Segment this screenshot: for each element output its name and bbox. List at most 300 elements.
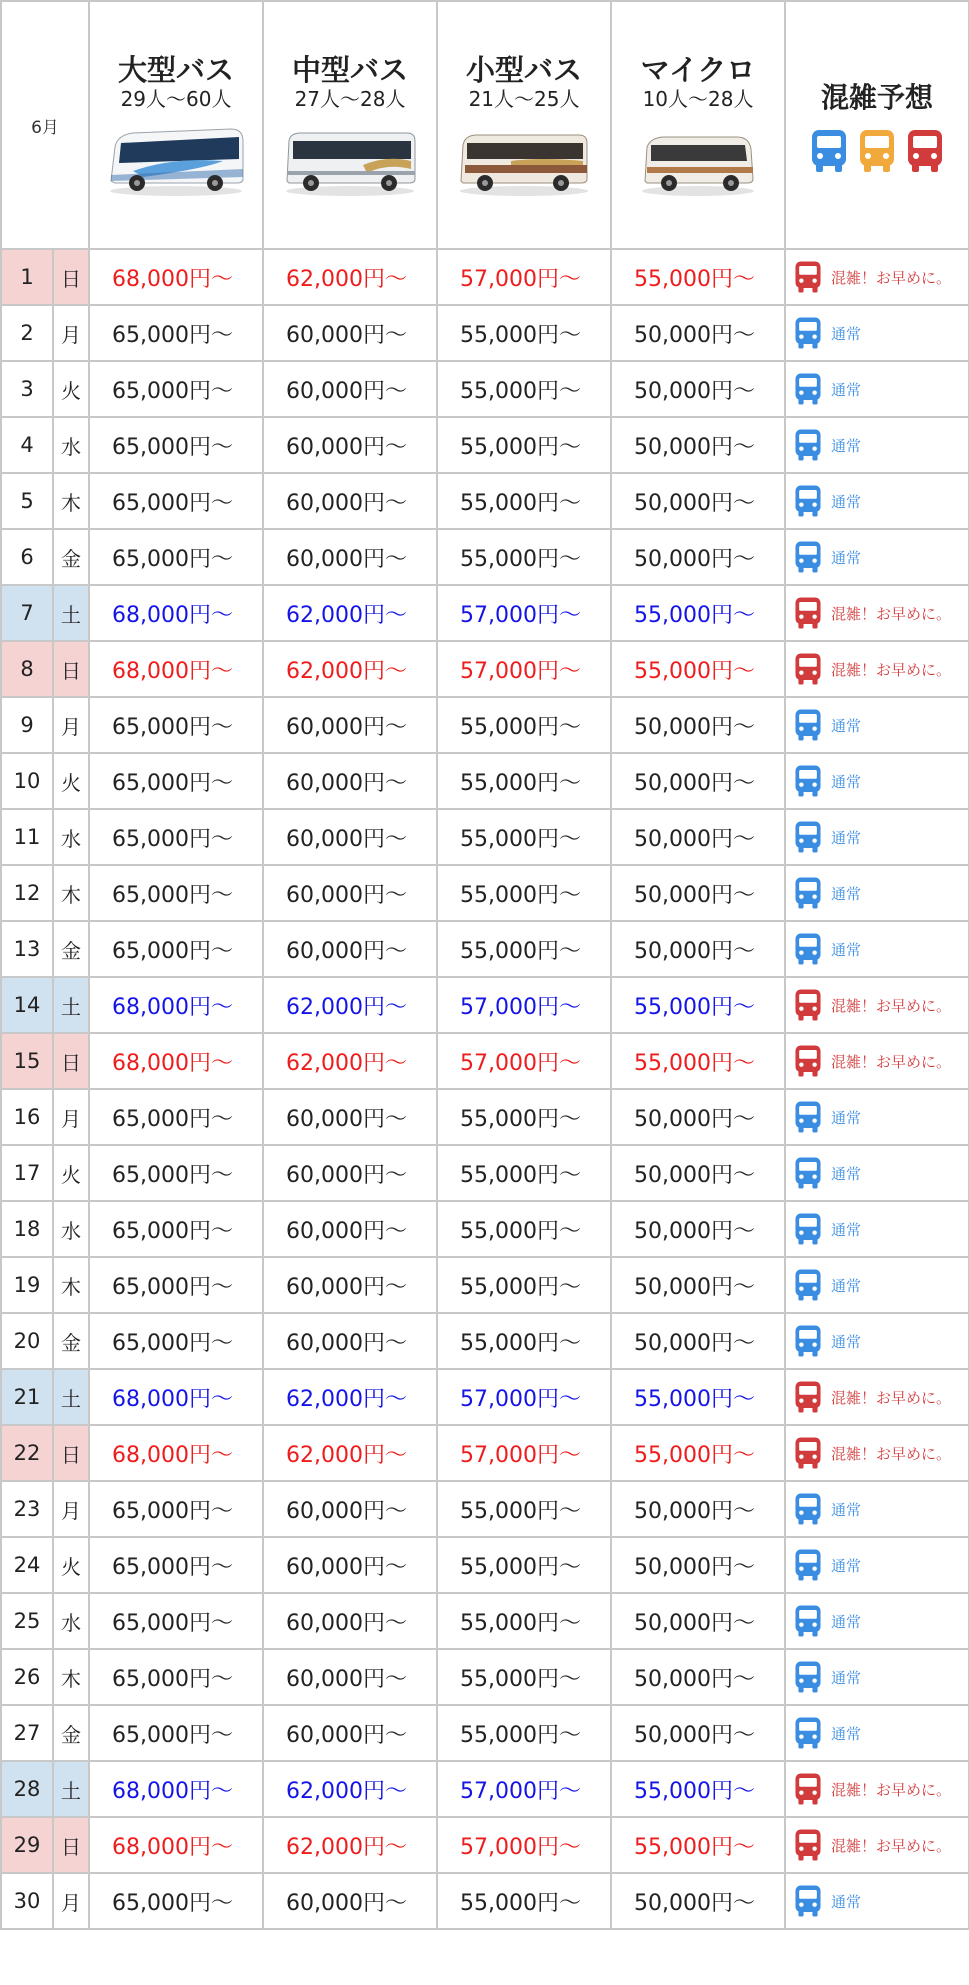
price-cell: 60,000円〜 bbox=[263, 1257, 437, 1313]
bus-icon bbox=[794, 260, 822, 294]
crowd-forecast-cell bbox=[785, 249, 969, 305]
crowd-forecast-cell bbox=[785, 1201, 969, 1257]
price-cell: 50,000円〜 bbox=[611, 697, 785, 753]
price-cell: 50,000円〜 bbox=[611, 361, 785, 417]
price-cell: 55,000円〜 bbox=[437, 865, 611, 921]
crowd-forecast-cell bbox=[785, 1761, 969, 1817]
day-number: 9 bbox=[1, 697, 53, 753]
day-of-week: 月 bbox=[53, 1481, 89, 1537]
price-cell: 55,000円〜 bbox=[437, 1313, 611, 1369]
price-cell: 50,000円〜 bbox=[611, 1481, 785, 1537]
price-cell: 50,000円〜 bbox=[611, 865, 785, 921]
bus-capacity: 21人〜25人 bbox=[468, 87, 580, 111]
price-cell: 60,000円〜 bbox=[263, 1649, 437, 1705]
price-cell: 60,000円〜 bbox=[263, 361, 437, 417]
day-of-week: 月 bbox=[53, 1873, 89, 1929]
day-of-week: 日 bbox=[53, 249, 89, 305]
bus-icon bbox=[794, 764, 822, 798]
price-cell: 65,000円〜 bbox=[89, 305, 263, 361]
table-row bbox=[1, 809, 969, 865]
price-cell: 55,000円〜 bbox=[437, 529, 611, 585]
crowd-forecast-label: 通常 bbox=[831, 324, 862, 343]
crowd-forecast-cell bbox=[785, 1537, 969, 1593]
crowd-forecast-cell bbox=[785, 1313, 969, 1369]
price-cell: 60,000円〜 bbox=[263, 473, 437, 529]
price-cell: 62,000円〜 bbox=[263, 585, 437, 641]
price-cell: 60,000円〜 bbox=[263, 1313, 437, 1369]
table-row bbox=[1, 697, 969, 753]
day-of-week: 木 bbox=[53, 473, 89, 529]
price-cell: 62,000円〜 bbox=[263, 1761, 437, 1817]
bus-icon bbox=[794, 708, 822, 742]
bus-icon bbox=[794, 876, 822, 910]
day-number: 15 bbox=[1, 1033, 53, 1089]
table-row bbox=[1, 585, 969, 641]
crowd-forecast-label: 通常 bbox=[831, 548, 862, 567]
bus-type-name: マイクロ bbox=[640, 53, 756, 87]
price-cell: 55,000円〜 bbox=[611, 1761, 785, 1817]
bus-icon bbox=[794, 1828, 822, 1862]
table-row bbox=[1, 1257, 969, 1313]
table-row bbox=[1, 1593, 969, 1649]
price-cell: 55,000円〜 bbox=[437, 473, 611, 529]
price-cell: 55,000円〜 bbox=[611, 1817, 785, 1873]
day-number: 14 bbox=[1, 977, 53, 1033]
table-row bbox=[1, 1145, 969, 1201]
day-of-week: 土 bbox=[53, 1761, 89, 1817]
price-cell: 57,000円〜 bbox=[437, 1761, 611, 1817]
price-cell: 50,000円〜 bbox=[611, 753, 785, 809]
price-cell: 55,000円〜 bbox=[437, 1649, 611, 1705]
price-cell: 60,000円〜 bbox=[263, 1537, 437, 1593]
crowd-forecast-label: 混雑！お早めに。 bbox=[831, 1444, 952, 1463]
day-of-week: 金 bbox=[53, 529, 89, 585]
day-number: 24 bbox=[1, 1537, 53, 1593]
price-cell: 60,000円〜 bbox=[263, 1873, 437, 1929]
table-row bbox=[1, 1761, 969, 1817]
bus-capacity: 29人〜60人 bbox=[120, 87, 232, 111]
bus-icon bbox=[794, 1436, 822, 1470]
price-cell: 50,000円〜 bbox=[611, 1537, 785, 1593]
table-row bbox=[1, 1649, 969, 1705]
table-row bbox=[1, 1033, 969, 1089]
crowd-forecast-cell bbox=[785, 1145, 969, 1201]
day-number: 19 bbox=[1, 1257, 53, 1313]
day-number: 5 bbox=[1, 473, 53, 529]
price-cell: 62,000円〜 bbox=[263, 1817, 437, 1873]
bus-icon bbox=[794, 1100, 822, 1134]
price-cell: 60,000円〜 bbox=[263, 305, 437, 361]
crowd-forecast-label: 通常 bbox=[831, 380, 862, 399]
day-of-week: 日 bbox=[53, 641, 89, 697]
price-cell: 55,000円〜 bbox=[437, 1145, 611, 1201]
crowd-forecast-cell bbox=[785, 417, 969, 473]
table-row bbox=[1, 1873, 969, 1929]
crowd-legend bbox=[786, 128, 968, 174]
price-cell: 50,000円〜 bbox=[611, 921, 785, 977]
price-cell: 68,000円〜 bbox=[89, 1761, 263, 1817]
price-cell: 62,000円〜 bbox=[263, 1369, 437, 1425]
price-cell: 57,000円〜 bbox=[437, 1817, 611, 1873]
day-number: 13 bbox=[1, 921, 53, 977]
crowd-forecast-cell bbox=[785, 809, 969, 865]
crowd-forecast-cell bbox=[785, 1425, 969, 1481]
table-row bbox=[1, 473, 969, 529]
table-row bbox=[1, 1201, 969, 1257]
day-number: 4 bbox=[1, 417, 53, 473]
crowd-forecast-label: 通常 bbox=[831, 1332, 862, 1351]
day-number: 10 bbox=[1, 753, 53, 809]
crowd-forecast-cell bbox=[785, 1705, 969, 1761]
crowd-forecast-label: 混雑！お早めに。 bbox=[831, 1836, 952, 1855]
day-number: 6 bbox=[1, 529, 53, 585]
table-body bbox=[1, 249, 969, 1929]
crowd-forecast-label: 通常 bbox=[831, 1108, 862, 1127]
crowd-forecast-cell bbox=[785, 1033, 969, 1089]
price-cell: 57,000円〜 bbox=[437, 585, 611, 641]
crowd-forecast-cell bbox=[785, 977, 969, 1033]
price-cell: 55,000円〜 bbox=[437, 1873, 611, 1929]
price-cell: 50,000円〜 bbox=[611, 1873, 785, 1929]
bus-icon bbox=[794, 1604, 822, 1638]
small-bus-photo bbox=[451, 121, 597, 199]
price-cell: 50,000円〜 bbox=[611, 1201, 785, 1257]
price-cell: 68,000円〜 bbox=[89, 1033, 263, 1089]
crowd-forecast-label: 通常 bbox=[831, 884, 862, 903]
price-cell: 55,000円〜 bbox=[437, 1257, 611, 1313]
price-cell: 50,000円〜 bbox=[611, 1089, 785, 1145]
price-cell: 65,000円〜 bbox=[89, 1481, 263, 1537]
bus-icon bbox=[794, 1044, 822, 1078]
table-row bbox=[1, 249, 969, 305]
bus-icon bbox=[794, 372, 822, 406]
bus-icon bbox=[794, 484, 822, 518]
crowd-forecast-label: 通常 bbox=[831, 1668, 862, 1687]
crowd-forecast-cell bbox=[785, 361, 969, 417]
day-of-week: 月 bbox=[53, 697, 89, 753]
day-number: 18 bbox=[1, 1201, 53, 1257]
price-cell: 65,000円〜 bbox=[89, 1145, 263, 1201]
price-cell: 65,000円〜 bbox=[89, 1873, 263, 1929]
crowd-forecast-cell bbox=[785, 1369, 969, 1425]
crowd-forecast-label: 混雑！お早めに。 bbox=[831, 604, 952, 623]
table-row bbox=[1, 753, 969, 809]
price-cell: 55,000円〜 bbox=[437, 921, 611, 977]
crowd-forecast-label: 混雑！お早めに。 bbox=[831, 660, 952, 679]
price-cell: 65,000円〜 bbox=[89, 1089, 263, 1145]
bus-icon bbox=[794, 988, 822, 1022]
price-cell: 65,000円〜 bbox=[89, 809, 263, 865]
price-cell: 62,000円〜 bbox=[263, 641, 437, 697]
day-number: 11 bbox=[1, 809, 53, 865]
day-number: 17 bbox=[1, 1145, 53, 1201]
price-cell: 68,000円〜 bbox=[89, 977, 263, 1033]
table-row bbox=[1, 865, 969, 921]
price-cell: 60,000円〜 bbox=[263, 809, 437, 865]
price-cell: 55,000円〜 bbox=[437, 1089, 611, 1145]
crowd-forecast-cell bbox=[785, 1481, 969, 1537]
crowd-forecast-label: 通常 bbox=[831, 436, 862, 455]
crowd-forecast-label: 通常 bbox=[831, 1556, 862, 1575]
crowd-forecast-cell bbox=[785, 1257, 969, 1313]
day-number: 30 bbox=[1, 1873, 53, 1929]
price-cell: 50,000円〜 bbox=[611, 1257, 785, 1313]
day-of-week: 金 bbox=[53, 921, 89, 977]
bus-type-name: 小型バス bbox=[466, 53, 583, 87]
price-cell: 60,000円〜 bbox=[263, 865, 437, 921]
table-row bbox=[1, 1089, 969, 1145]
price-cell: 65,000円〜 bbox=[89, 1705, 263, 1761]
bus-capacity: 10人〜28人 bbox=[642, 87, 754, 111]
crowd-forecast-title: 混雑予想 bbox=[821, 81, 934, 114]
day-of-week: 土 bbox=[53, 585, 89, 641]
price-cell: 60,000円〜 bbox=[263, 753, 437, 809]
price-cell: 50,000円〜 bbox=[611, 809, 785, 865]
bus-normal-icon bbox=[810, 128, 848, 174]
price-cell: 65,000円〜 bbox=[89, 1649, 263, 1705]
day-of-week: 水 bbox=[53, 1201, 89, 1257]
crowd-forecast-cell bbox=[785, 585, 969, 641]
day-number: 12 bbox=[1, 865, 53, 921]
table-row bbox=[1, 1425, 969, 1481]
price-cell: 68,000円〜 bbox=[89, 1369, 263, 1425]
bus-column-header bbox=[89, 1, 263, 249]
bus-icon bbox=[794, 820, 822, 854]
crowd-forecast-label: 混雑！お早めに。 bbox=[831, 996, 952, 1015]
price-cell: 50,000円〜 bbox=[611, 1313, 785, 1369]
table-row bbox=[1, 641, 969, 697]
day-number: 7 bbox=[1, 585, 53, 641]
price-cell: 65,000円〜 bbox=[89, 1313, 263, 1369]
day-number: 28 bbox=[1, 1761, 53, 1817]
day-of-week: 火 bbox=[53, 1145, 89, 1201]
price-cell: 62,000円〜 bbox=[263, 977, 437, 1033]
price-cell: 55,000円〜 bbox=[611, 1425, 785, 1481]
price-cell: 65,000円〜 bbox=[89, 1257, 263, 1313]
day-number: 1 bbox=[1, 249, 53, 305]
price-cell: 57,000円〜 bbox=[437, 1033, 611, 1089]
price-cell: 50,000円〜 bbox=[611, 305, 785, 361]
day-of-week: 月 bbox=[53, 305, 89, 361]
table-row bbox=[1, 921, 969, 977]
month-label: 6月 bbox=[1, 1, 89, 249]
crowd-forecast-label: 通常 bbox=[831, 1612, 862, 1631]
table-row bbox=[1, 1369, 969, 1425]
price-cell: 65,000円〜 bbox=[89, 417, 263, 473]
crowd-forecast-label: 通常 bbox=[831, 828, 862, 847]
price-cell: 62,000円〜 bbox=[263, 249, 437, 305]
bus-icon bbox=[794, 1492, 822, 1526]
price-cell: 55,000円〜 bbox=[437, 305, 611, 361]
price-cell: 55,000円〜 bbox=[611, 977, 785, 1033]
price-cell: 60,000円〜 bbox=[263, 1593, 437, 1649]
price-cell: 55,000円〜 bbox=[437, 809, 611, 865]
day-number: 26 bbox=[1, 1649, 53, 1705]
crowd-forecast-label: 通常 bbox=[831, 1276, 862, 1295]
bus-icon bbox=[794, 1660, 822, 1694]
price-cell: 68,000円〜 bbox=[89, 585, 263, 641]
table-row bbox=[1, 977, 969, 1033]
price-cell: 68,000円〜 bbox=[89, 641, 263, 697]
bus-icon bbox=[794, 540, 822, 574]
table-row bbox=[1, 1481, 969, 1537]
price-cell: 68,000円〜 bbox=[89, 249, 263, 305]
price-cell: 60,000円〜 bbox=[263, 529, 437, 585]
bus-icon bbox=[794, 652, 822, 686]
day-of-week: 日 bbox=[53, 1817, 89, 1873]
crowd-forecast-cell bbox=[785, 865, 969, 921]
price-cell: 55,000円〜 bbox=[437, 361, 611, 417]
crowd-forecast-label: 通常 bbox=[831, 772, 862, 791]
day-number: 29 bbox=[1, 1817, 53, 1873]
day-number: 27 bbox=[1, 1705, 53, 1761]
price-cell: 60,000円〜 bbox=[263, 1089, 437, 1145]
day-number: 23 bbox=[1, 1481, 53, 1537]
bus-busy-icon bbox=[906, 128, 944, 174]
price-cell: 55,000円〜 bbox=[437, 1201, 611, 1257]
price-cell: 50,000円〜 bbox=[611, 1593, 785, 1649]
price-cell: 50,000円〜 bbox=[611, 1649, 785, 1705]
price-cell: 65,000円〜 bbox=[89, 865, 263, 921]
bus-icon bbox=[794, 1212, 822, 1246]
crowd-forecast-cell bbox=[785, 1649, 969, 1705]
bus-icon bbox=[794, 932, 822, 966]
price-cell: 57,000円〜 bbox=[437, 977, 611, 1033]
price-cell: 50,000円〜 bbox=[611, 473, 785, 529]
crowd-forecast-label: 通常 bbox=[831, 492, 862, 511]
day-of-week: 水 bbox=[53, 1593, 89, 1649]
table-row bbox=[1, 529, 969, 585]
crowd-forecast-cell bbox=[785, 641, 969, 697]
table-row bbox=[1, 1537, 969, 1593]
crowd-forecast-label: 通常 bbox=[831, 1724, 862, 1743]
price-cell: 65,000円〜 bbox=[89, 1201, 263, 1257]
day-of-week: 日 bbox=[53, 1425, 89, 1481]
price-cell: 68,000円〜 bbox=[89, 1425, 263, 1481]
price-cell: 65,000円〜 bbox=[89, 753, 263, 809]
table-row bbox=[1, 417, 969, 473]
day-of-week: 火 bbox=[53, 1537, 89, 1593]
day-of-week: 火 bbox=[53, 361, 89, 417]
day-of-week: 木 bbox=[53, 1649, 89, 1705]
bus-icon bbox=[794, 1268, 822, 1302]
bus-icon bbox=[794, 596, 822, 630]
price-cell: 55,000円〜 bbox=[611, 249, 785, 305]
crowd-forecast-label: 通常 bbox=[831, 1892, 862, 1911]
price-cell: 65,000円〜 bbox=[89, 697, 263, 753]
crowd-forecast-cell bbox=[785, 1089, 969, 1145]
price-cell: 60,000円〜 bbox=[263, 1705, 437, 1761]
price-cell: 50,000円〜 bbox=[611, 1145, 785, 1201]
price-cell: 55,000円〜 bbox=[437, 1705, 611, 1761]
day-of-week: 土 bbox=[53, 977, 89, 1033]
bus-icon bbox=[794, 428, 822, 462]
bus-icon bbox=[794, 316, 822, 350]
crowd-forecast-cell bbox=[785, 1817, 969, 1873]
price-cell: 55,000円〜 bbox=[611, 641, 785, 697]
price-cell: 55,000円〜 bbox=[437, 417, 611, 473]
price-cell: 62,000円〜 bbox=[263, 1033, 437, 1089]
price-cell: 60,000円〜 bbox=[263, 1145, 437, 1201]
crowd-forecast-cell bbox=[785, 753, 969, 809]
crowd-forecast-cell bbox=[785, 305, 969, 361]
bus-icon bbox=[794, 1772, 822, 1806]
crowd-forecast-cell bbox=[785, 1873, 969, 1929]
crowd-forecast-label: 通常 bbox=[831, 940, 862, 959]
day-number: 8 bbox=[1, 641, 53, 697]
price-cell: 60,000円〜 bbox=[263, 1201, 437, 1257]
price-cell: 68,000円〜 bbox=[89, 1817, 263, 1873]
price-cell: 55,000円〜 bbox=[611, 1369, 785, 1425]
crowd-forecast-label: 通常 bbox=[831, 716, 862, 735]
price-cell: 65,000円〜 bbox=[89, 1537, 263, 1593]
day-of-week: 土 bbox=[53, 1369, 89, 1425]
crowd-forecast-label: 通常 bbox=[831, 1500, 862, 1519]
day-number: 21 bbox=[1, 1369, 53, 1425]
crowd-forecast-cell bbox=[785, 473, 969, 529]
price-cell: 60,000円〜 bbox=[263, 417, 437, 473]
bus-icon bbox=[794, 1380, 822, 1414]
price-cell: 65,000円〜 bbox=[89, 1593, 263, 1649]
price-cell: 57,000円〜 bbox=[437, 1369, 611, 1425]
bus-column-header bbox=[263, 1, 437, 249]
microbus-photo bbox=[625, 121, 771, 199]
price-cell: 55,000円〜 bbox=[437, 1481, 611, 1537]
day-of-week: 月 bbox=[53, 1089, 89, 1145]
price-cell: 57,000円〜 bbox=[437, 1425, 611, 1481]
price-cell: 55,000円〜 bbox=[437, 753, 611, 809]
price-cell: 65,000円〜 bbox=[89, 361, 263, 417]
table-row bbox=[1, 1313, 969, 1369]
price-cell: 62,000円〜 bbox=[263, 1425, 437, 1481]
price-cell: 60,000円〜 bbox=[263, 921, 437, 977]
table-row bbox=[1, 361, 969, 417]
crowd-column-header bbox=[785, 1, 969, 249]
price-cell: 55,000円〜 bbox=[611, 585, 785, 641]
price-cell: 57,000円〜 bbox=[437, 641, 611, 697]
day-number: 16 bbox=[1, 1089, 53, 1145]
crowd-forecast-label: 通常 bbox=[831, 1220, 862, 1239]
price-cell: 50,000円〜 bbox=[611, 1705, 785, 1761]
price-cell: 60,000円〜 bbox=[263, 697, 437, 753]
crowd-forecast-cell bbox=[785, 697, 969, 753]
price-cell: 55,000円〜 bbox=[437, 697, 611, 753]
price-cell: 55,000円〜 bbox=[437, 1537, 611, 1593]
bus-icon bbox=[794, 1716, 822, 1750]
bus-column-header bbox=[611, 1, 785, 249]
crowd-forecast-label: 混雑！お早めに。 bbox=[831, 1052, 952, 1071]
day-of-week: 金 bbox=[53, 1705, 89, 1761]
day-of-week: 金 bbox=[53, 1313, 89, 1369]
bus-icon bbox=[794, 1548, 822, 1582]
table-row bbox=[1, 1705, 969, 1761]
bus-icon bbox=[794, 1884, 822, 1918]
table-row bbox=[1, 305, 969, 361]
bus-column-header bbox=[437, 1, 611, 249]
price-cell: 55,000円〜 bbox=[437, 1593, 611, 1649]
price-cell: 50,000円〜 bbox=[611, 529, 785, 585]
crowd-forecast-cell bbox=[785, 529, 969, 585]
price-cell: 65,000円〜 bbox=[89, 529, 263, 585]
day-number: 22 bbox=[1, 1425, 53, 1481]
medium-bus-photo bbox=[277, 121, 423, 199]
crowd-forecast-label: 混雑！お早めに。 bbox=[831, 268, 952, 287]
price-cell: 65,000円〜 bbox=[89, 473, 263, 529]
price-cell: 57,000円〜 bbox=[437, 249, 611, 305]
bus-moderate-icon bbox=[858, 128, 896, 174]
bus-icon bbox=[794, 1324, 822, 1358]
day-of-week: 日 bbox=[53, 1033, 89, 1089]
